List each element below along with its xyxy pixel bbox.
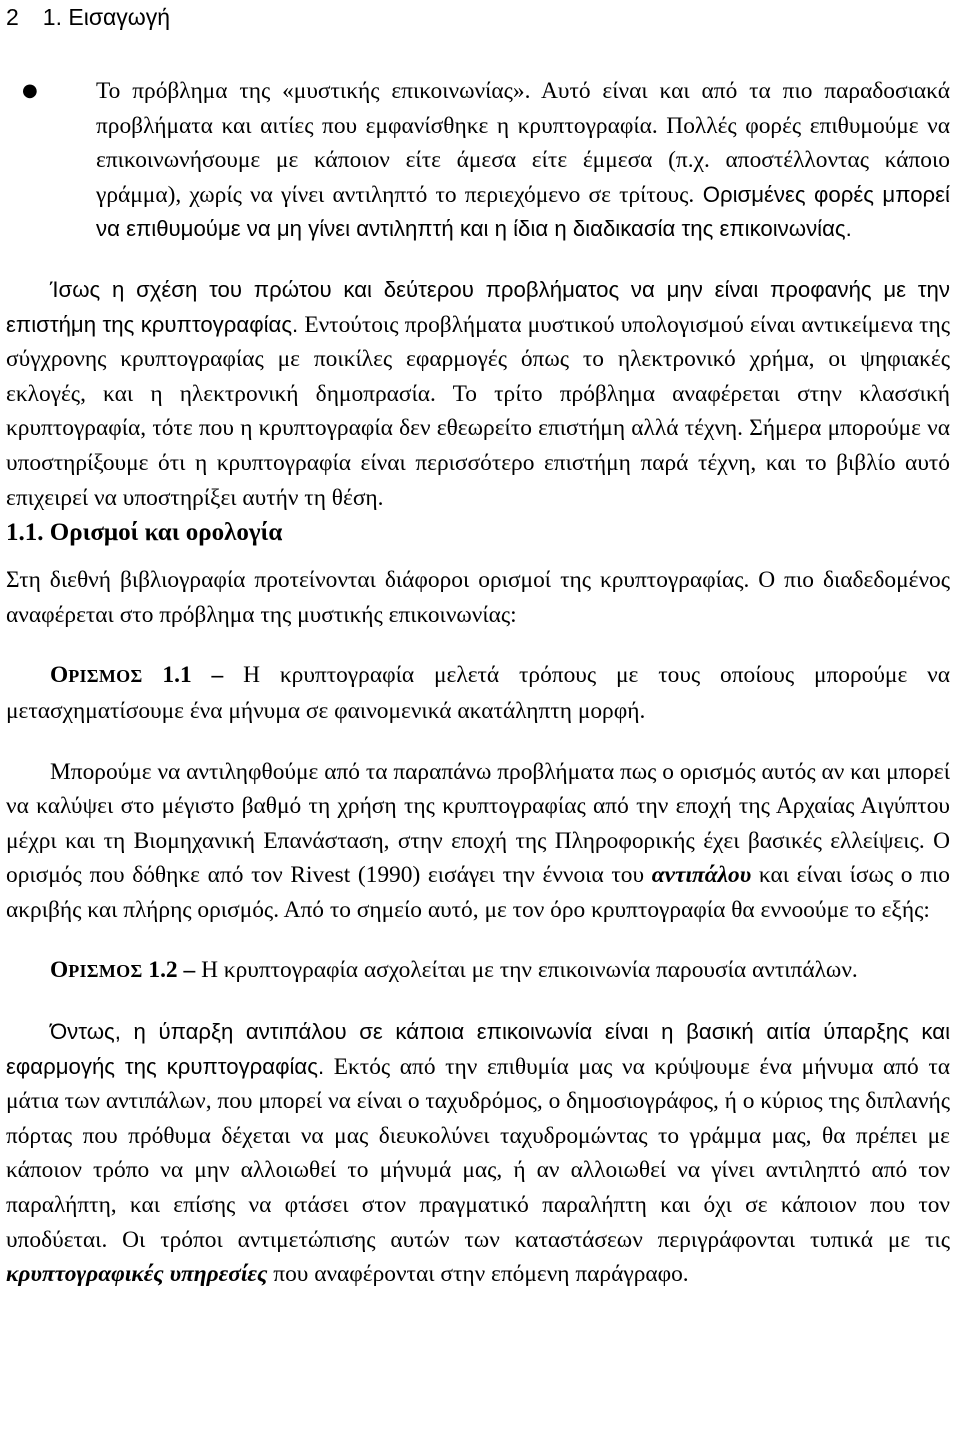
paragraph [6,273,950,515]
paragraph: Όντως, η ύπαρξη αντιπάλου σε κάποια επικοινωνία είναι η βασική αιτία ύπαρξης και εφαρμογής της κρυπτογραφίας. Εκτός από την επιθυμία μας να κρύψουμε ένα μήνυμα από τα μάτια των αντιπάλων, που μπορεί να είναι ο ταχυδρόμος, ο δημοσιογράφος, ή ο κύριος της διπλανής πόρτας που πρόθυμα δέχεται να μας διευκολύνει ταχυδρομώντας το γράμμα μας, θα πρέπει με κάποιον τρόπο να μην αλλοιωθεί το μήνυμά μας, ή αν αλλοιωθεί να γίνει αντιληπτό από τον παραλήπτη, και επίσης να φτάσει στον πραγματικό παραλήπτη και όχι σε κάποιον που τον υποδύεται. Οι τρόποι αντιμετώπισης αυτών των καταστάσεων περιγράφονται τυπικά με τις κρυπτογραφικές υπηρεσίες που αναφέρονται στην επόμενη παράγραφο. [6,1019,951,1288]
emphasis-term: κρυπτογραφικές υπηρεσίες [6,1261,268,1288]
bullet-text-sans: Ορισμένες φορές μπορεί να επιθυμούμε να μη γίνει αντιληπτή και η ίδια η διαδικασία της επικοινωνίας. [96,181,950,242]
definition [6,658,950,728]
paragraph: Μπορούμε να αντιληφθούμε από τα παραπάνω προβλήματα πως ο ορισμός αυτός αν και μπορεί να καλύψει στο μέγιστο βαθμό τη χρήση της κρυπτογραφίας από την εποχή της Αρχαίας Αιγύπτου μέχρι και τη Βιομηχανική Επανάσταση, στην εποχή της Πληροφορικής έχει βασικές ελλείψεις. Ο ορισμός που δόθηκε από τον Rivest (1990) εισάγει την έννοια του αντιπάλου και είναι ίσως ο πιο ακριβής και πλήρης ορισμός. Από το σημείο αυτό, με τον όρο κρυπτογραφία θα εννοούμε το εξής: [6,758,950,923]
definition-label: ΟΡΙΣΜΟΣ 1.2 [50,957,178,984]
body-text [6,74,950,1292]
bullet-list [6,74,950,247]
page-number: 2 [6,4,19,30]
definition-text: Η κρυπτογραφία ασχολείται με την επικοινωνία παρουσία αντιπάλων. [201,957,858,984]
definition [6,953,950,989]
chapter-title: 1. Εισαγωγή [42,4,171,30]
paragraph-sans-sentence: Ίσως η σχέση του πρώτου και δεύτερου προβλήματος να μην είναι προφανής με την επιστήμη της κρυπτογραφίας. [6,276,950,337]
list-item [22,74,950,247]
definition-text: Η κρυπτογραφία μελετά τρόπους με τους οποίους μπορούμε να μετασχηματίσουμε ένα μήνυμα σε φαινομενικά ακατάληπτη μορφή. [6,662,950,724]
paragraph-text: Εντούτοις προβλήματα μυστικού υπολογισμού είναι αντικείμενα της σύγχρονης κρυπτογραφίας με ποικίλες εφαρμογές όπως το ηλεκτρονικό χρήμα, οι ψηφιακές εκλογές, και η ηλεκτρονική δημοπρασία. Το τρίτο πρόβλημα αναφέρεται στην κλασσική κρυπτογραφία, τότε που η κρυπτογραφία δεν εθεωρείτο επιστήμη αλλά τέχνη. Σήμερα μπορούμε να υποστηρίξουμε ότι η κρυπτογραφία είναι περισσότερο επιστήμη παρά τέχνη, και το βιβλίο αυτό επιχειρεί να υποστηρίξει αυτήν τη θέση. [6,311,950,511]
running-header [6,2,170,32]
definition-label: ΟΡΙΣΜΟΣ 1.1 [50,662,192,689]
emphasis-term: αντιπάλου [651,862,752,889]
definition-dash: – [211,662,224,689]
paragraph: Στη διεθνή βιβλιογραφία προτείνονται διάφοροι ορισμοί της κρυπτογραφίας. Ο πιο διαδεδομένος αναφέρεται στο πρόβλημα της μυστικής επικοινωνίας: [6,567,950,628]
bullet-text: Το πρόβλημα της «μυστικής επικοινωνίας». Αυτό είναι και από τα πιο παραδοσιακά προβλήματα και αιτίες που εμφανίσθηκε η κρυπτογραφία. Πολλές φορές επιθυμούμε να επικοινωνήσουμε με κάποιον είτε άμεσα είτε έμμεσα (π.χ. αποστέλλοντας κάποιο γράμμα), χωρίς να γίνει αντιληπτό το περιεχόμενο σε τρίτους. [96,78,950,208]
paragraph-sans-sentence: Όντως, η ύπαρξη αντιπάλου σε κάποια επικοινωνία είναι η βασική αιτία ύπαρξης και εφαρμογής της κρυπτογραφίας. [6,1019,950,1079]
definition-dash: – [183,957,196,984]
bullet-icon: ● [22,80,38,101]
section-heading: 1.1. Ορισμοί και ορολογία [6,519,283,547]
